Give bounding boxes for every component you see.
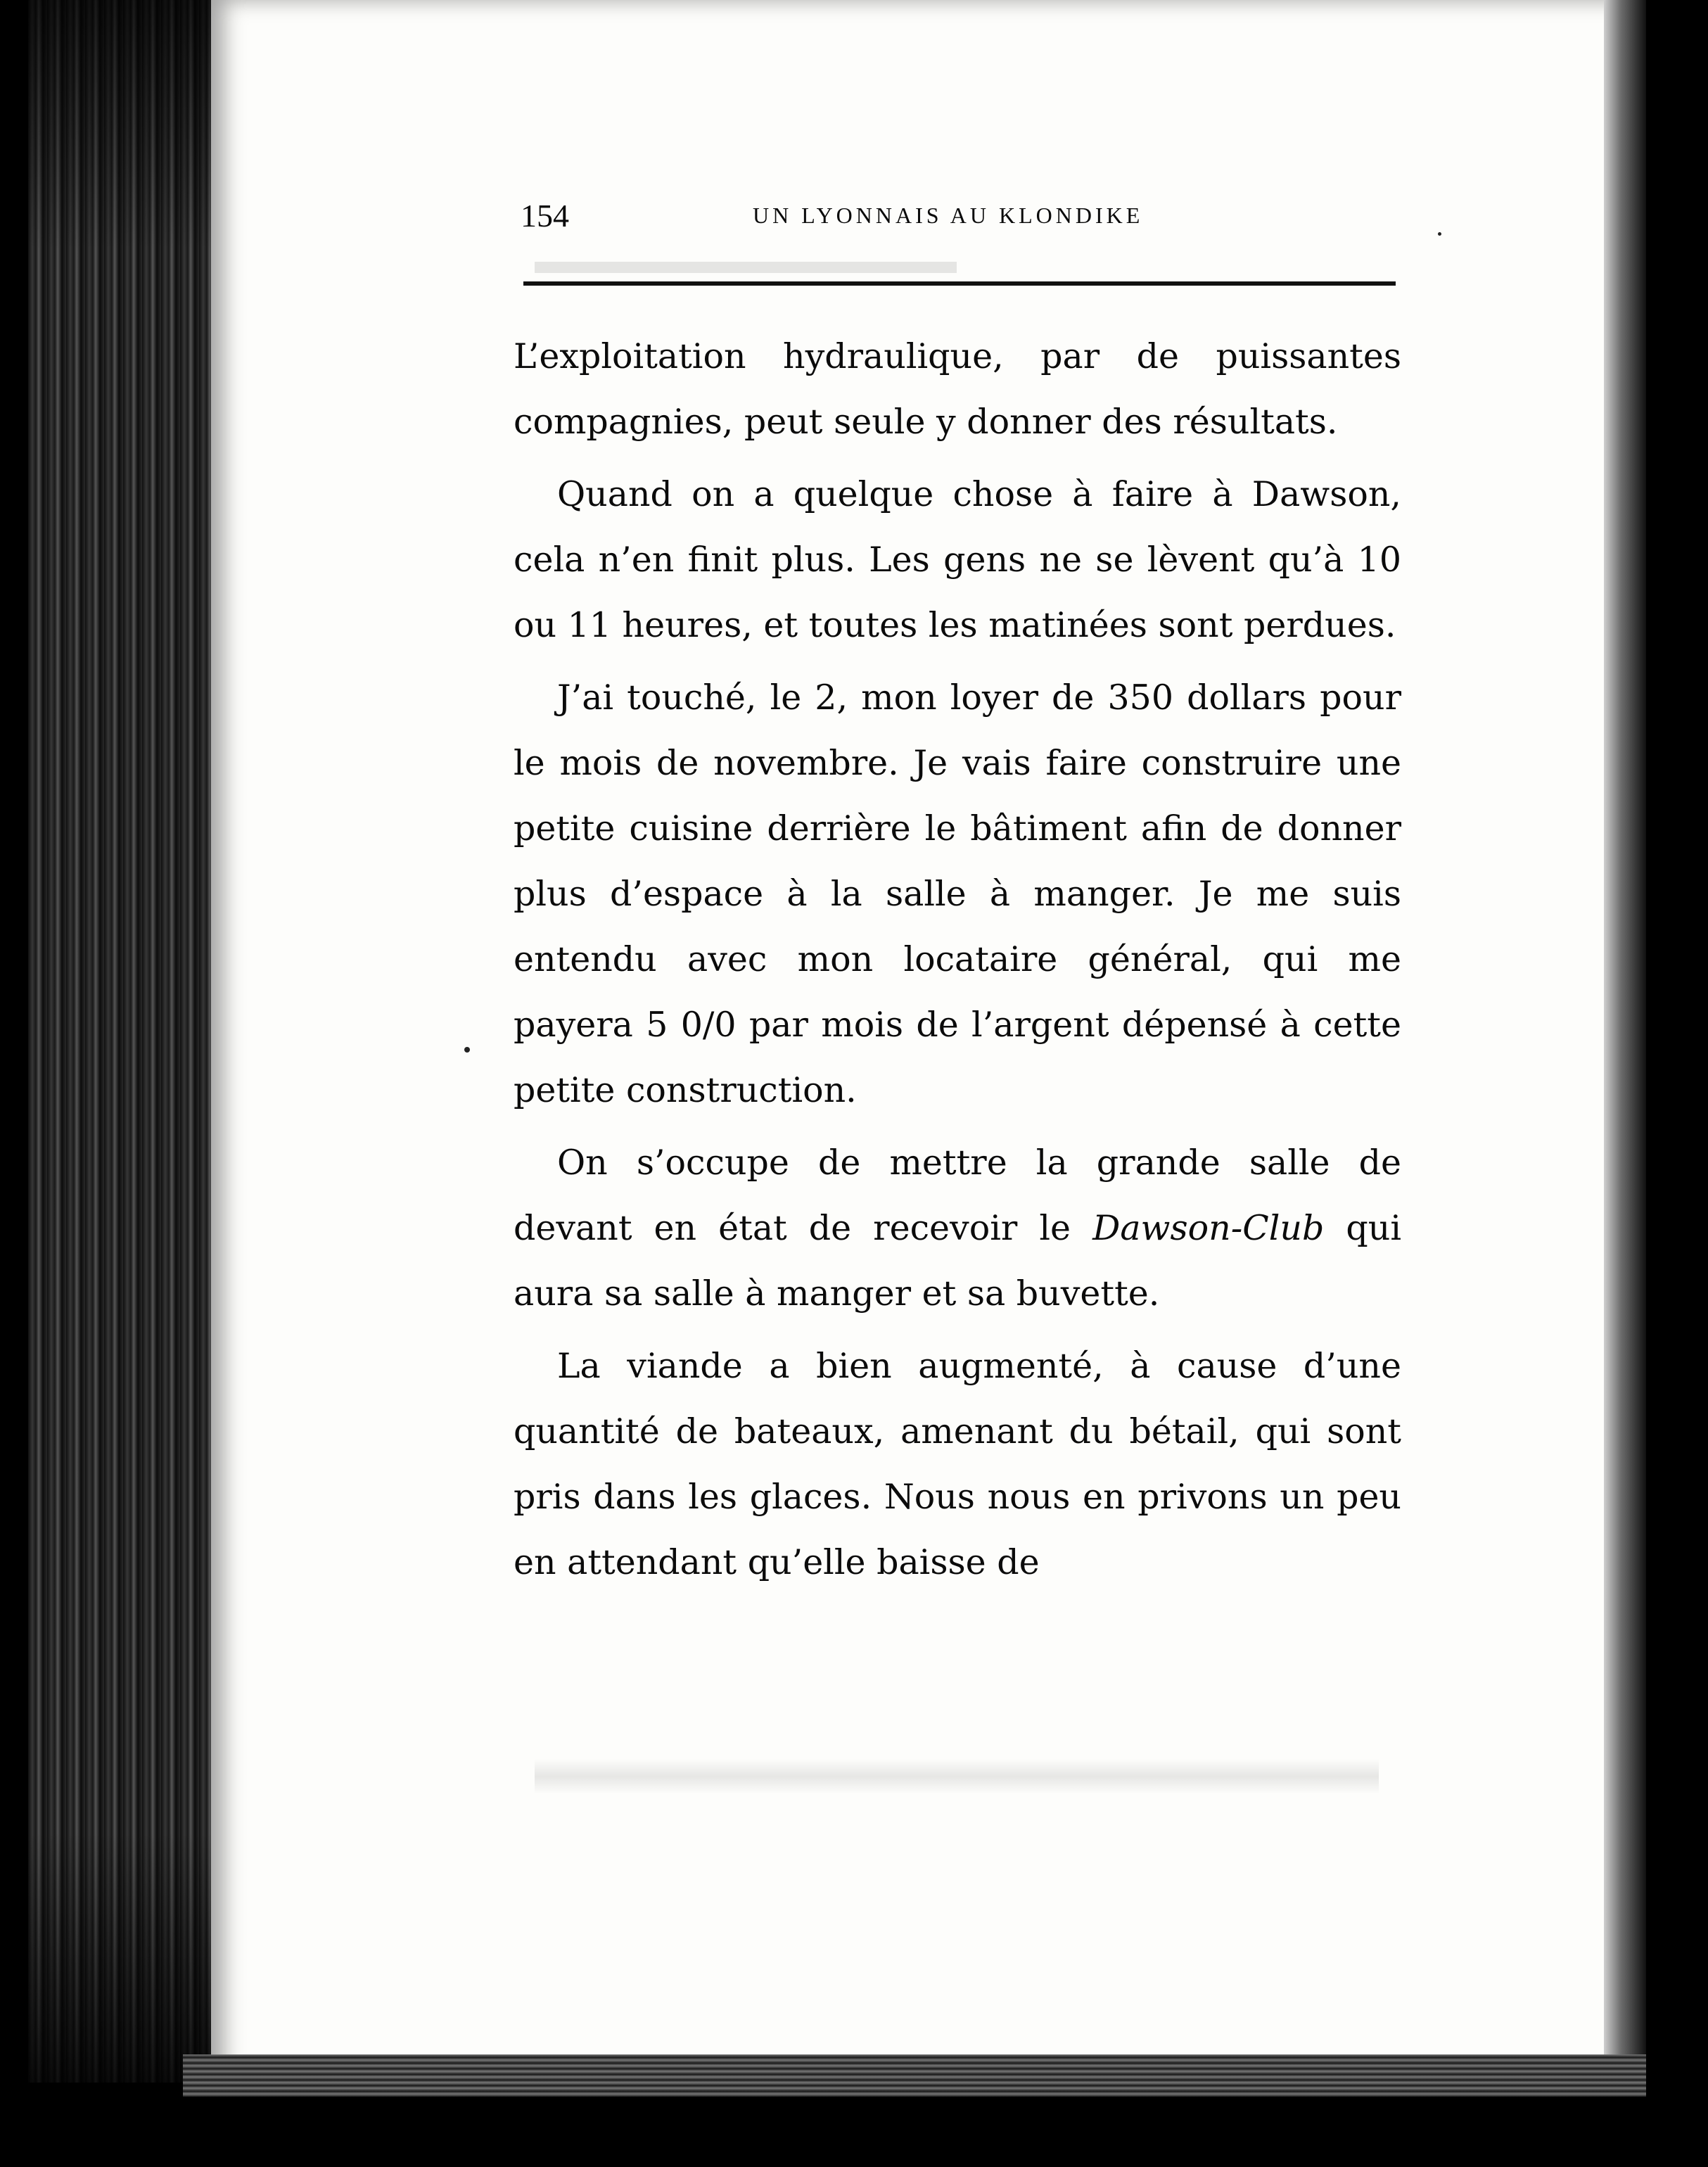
page-edge-bottom	[183, 2054, 1646, 2097]
header-rule	[523, 281, 1396, 286]
page-edges-left	[28, 0, 239, 2083]
page-header	[521, 197, 1393, 246]
paragraph-5: La viande a bien augmenté, à cause d’une quantité de bateaux, amenant du bétail, qui sont pris dans les glaces. Nous nous en privons un peu en attendant qu’elle baisse de	[514, 1346, 1401, 1582]
body-text	[514, 324, 1401, 1602]
page-edge-right	[1604, 0, 1646, 2097]
speck	[464, 1047, 470, 1053]
page-number: 154	[521, 198, 569, 234]
running-title: UN LYONNAIS AU KLONDIKE	[753, 203, 1144, 228]
paragraph-1: L’exploitation hydraulique, par de puissantes compagnies, peut seule y donner des résultats.	[514, 336, 1401, 442]
paragraph-4-before: On s’occupe de mettre la grande salle de devant en état de recevoir le	[514, 1143, 1401, 1248]
paragraph-4	[514, 1130, 1401, 1326]
paragraph-4-after: qui aura sa salle à manger et sa buvette.	[514, 1208, 1401, 1314]
show-through-ghost	[535, 262, 957, 273]
paragraph-3: J’ai touché, le 2, mon loyer de 350 dollars pour le mois de novembre. Je vais faire construire une petite cuisine derrière le bâtiment afin de donner plus d’espace à la salle à manger. Je me suis entendu avec mon locataire général, qui me payera 5 0/0 par mois de l’argent dépensé à cette petite construction.	[514, 678, 1401, 1110]
bleed-through-line	[535, 1759, 1379, 1794]
speck	[1438, 232, 1441, 236]
paragraph-2: Quand on a quelque chose à faire à Dawson, cela n’en finit plus. Les gens ne se lèvent qu’à 10 ou 11 heures, et toutes les matinées sont perdues.	[514, 474, 1401, 645]
club-name: Dawson-Club	[1092, 1208, 1325, 1248]
